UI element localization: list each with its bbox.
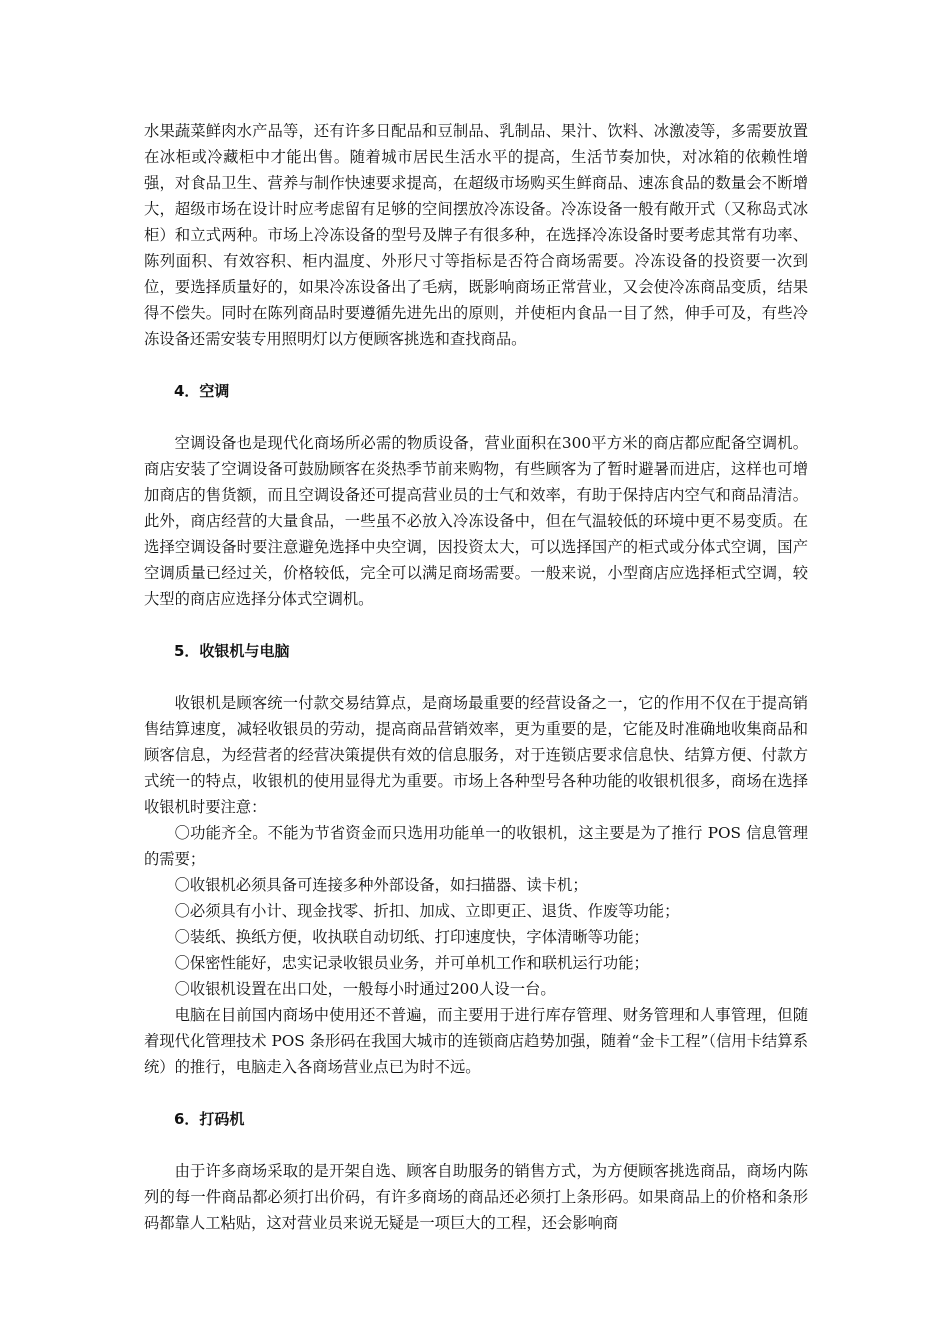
list-item: 〇装纸、换纸方便，收执联自动切纸、打印速度快，字体清晰等功能； bbox=[174, 928, 649, 946]
section-5-paragraph: 收银机是顾客统一付款交易结算点，是商场最重要的经营设备之一，它的作用不仅在于提高销售结算速度，减轻收银员的劳动，提高商品营销效率，更为重要的是，它能及时准确地收集商品和顾客信息，为经营者的经营决策提供有效的信息服务，对于连锁店要求信息快、结算方便、付款方式统一的特点，收银机的使用显得尤为重要。市场上各种型号各种功能的收银机很多，商场在选择收银机时要注意： bbox=[144, 694, 808, 816]
section-4-heading: 4．空调 bbox=[174, 382, 230, 400]
list-item: 〇功能齐全。不能为节省资金而只选用功能单一的收银机，这主要是为了推行 POS 信息管理的需要； bbox=[144, 824, 808, 868]
section-4-paragraph: 空调设备也是现代化商场所必需的物质设备，营业面积在300平方米的商店都应配备空调机。商店安装了空调设备可鼓励顾客在炎热季节前来购物，有些顾客为了暂时避暑而进店，这样也可增加商店的售货额，而且空调设备还可提高营业员的士气和效率，有助于保持店内空气和商品清洁。此外，商店经营的大量食品，一些虽不必放入冷冻设备中，但在气温较低的环境中更不易变质。在选择空调设备时要注意避免选择中央空调，因投资太大，可以选择国产的柜式或分体式空调，国产空调质量已经过关，价格较低，完全可以满足商场需要。一般来说，小型商店应选择柜式空调，较大型的商店应选择分体式空调机。 bbox=[144, 434, 808, 608]
list-item: 〇保密性能好，忠实记录收银员业务，并可单机工作和联机运行功能； bbox=[174, 954, 649, 972]
section-6-paragraph: 由于许多商场采取的是开架自选、顾客自助服务的销售方式，为方便顾客挑选商品，商场内陈列的每一件商品都必须打出价码，有许多商场的商品还必须打上条形码。如果商品上的价格和条形码都靠人工粘贴，这对营业员来说无疑是一项巨大的工程，还会影响商 bbox=[144, 1162, 808, 1232]
section-5-heading: 5．收银机与电脑 bbox=[174, 642, 290, 660]
section-5-closing: 电脑在目前国内商场中使用还不普遍，而主要用于进行库存管理、财务管理和人事管理，但随着现代化管理技术 POS 条形码在我国大城市的连锁商店趋势加强，随着“金卡工程”（信用卡结算系统）的推行，电脑走入各商场营业点已为时不远。 bbox=[144, 1006, 808, 1076]
intro-paragraph: 水果蔬菜鲜肉水产品等，还有许多日配品和豆制品、乳制品、果汁、饮料、冰激凌等，多需要放置在冰柜或冷藏柜中才能出售。随着城市居民生活水平的提高，生活节奏加快，对冰箱的依赖性增强，对食品卫生、营养与制作快速要求提高，在超级市场购买生鲜商品、速冻食品的数量会不断增大，超级市场在设计时应考虑留有足够的空间摆放冷冻设备。冷冻设备一般有敞开式（又称岛式冰柜）和立式两种。市场上冷冻设备的型号及牌子有很多种，在选择冷冻设备时要考虑其常有功率、陈列面积、有效容积、柜内温度、外形尺寸等指标是否符合商场需要。冷冻设备的投资要一次到位，要选择质量好的，如果冷冻设备出了毛病，既影响商场正常营业，又会使冷冻商品变质，结果得不偿失。同时在陈列商品时要遵循先进先出的原则，并使柜内食品一目了然，伸手可及，有些冷冻设备还需安装专用照明灯以方便顾客挑选和查找商品。 bbox=[144, 122, 808, 348]
list-item: 〇收银机必须具备可连接多种外部设备，如扫描器、读卡机； bbox=[174, 876, 588, 894]
document-page bbox=[144, 118, 808, 1236]
list-item: 〇收银机设置在出口处，一般每小时通过200人设一台。 bbox=[174, 980, 556, 998]
list-item: 〇必须具有小计、现金找零、折扣、加成、立即更正、退货、作废等功能； bbox=[174, 902, 680, 920]
section-6-heading: 6．打码机 bbox=[174, 1110, 245, 1128]
